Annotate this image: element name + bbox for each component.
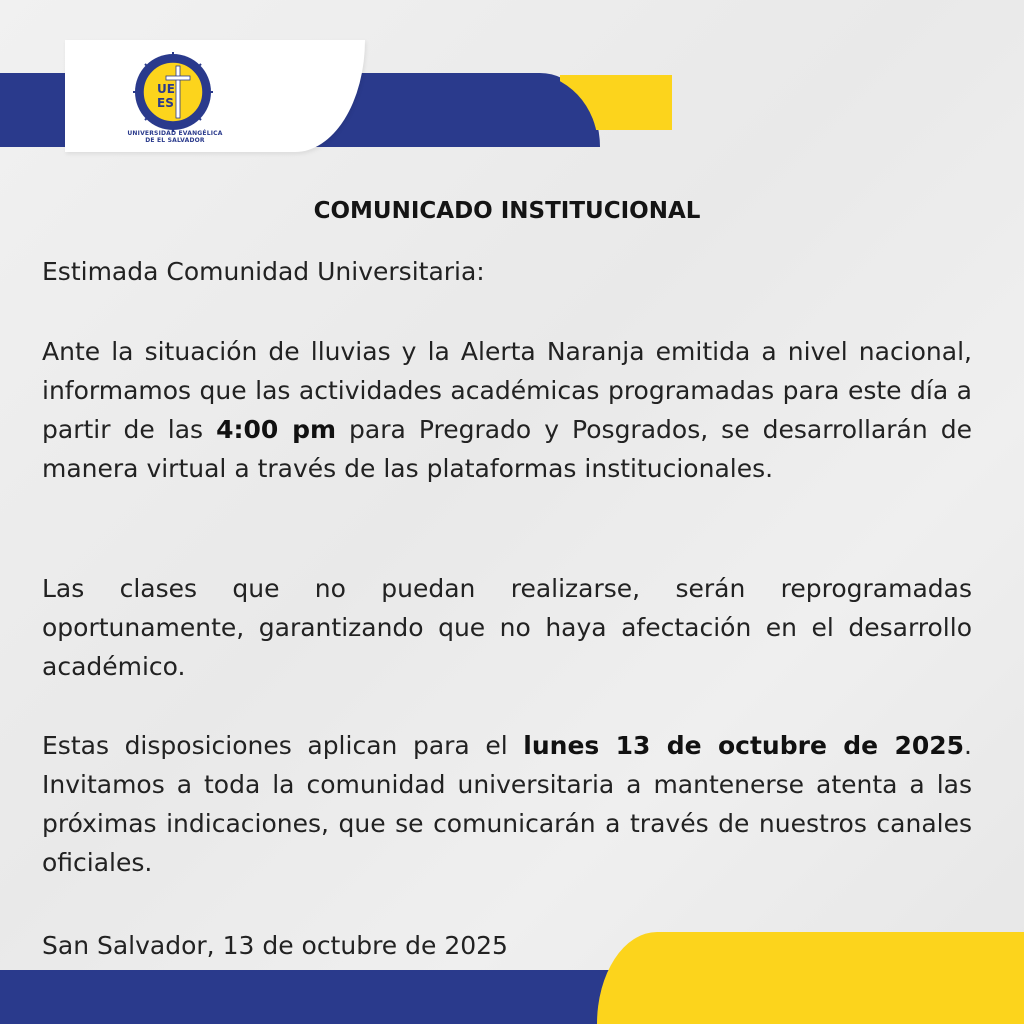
paragraph-3	[42, 726, 972, 882]
logo-org-line2: DE EL SALVADOR	[145, 137, 205, 144]
university-seal-logo	[133, 52, 213, 132]
signature-place-date: San Salvador, 13 de octubre de 2025	[42, 931, 508, 960]
paragraph-1-text-b: para Pregrado y Posgrados, se desarrollarán de manera virtual a través de las plataformas institucionales.	[42, 415, 972, 483]
paragraph-3-date: lunes 13 de octubre de 2025	[523, 731, 965, 760]
footer-yellow-band	[597, 932, 1024, 1024]
greeting: Estimada Comunidad Universitaria:	[42, 257, 485, 286]
header-blue-band-curve	[360, 73, 598, 147]
paragraph-1-time: 4:00 pm	[216, 415, 337, 444]
logo-card	[65, 40, 365, 152]
paragraph-1-text-a: Ante la situación de lluvias y la Alerta Naranja emitida a nivel nacional, informamos que las actividades académicas programadas para este día a partir de las	[42, 337, 972, 444]
paragraph-2: Las clases que no puedan realizarse, serán reprogramadas oportunamente, garantizando que no haya afectación en el desarrollo académico.	[42, 574, 972, 681]
page-title: COMUNICADO INSTITUCIONAL	[313, 198, 701, 224]
logo-monogram-bottom: ES	[157, 96, 174, 110]
paragraph-3-text-a: Estas disposiciones aplican para el	[42, 731, 524, 760]
paragraph-3-text-b: . Invitamos a toda la comunidad universitaria a mantenerse atenta a las próximas indicaciones, que se comunicarán a través de nuestros canales oficiales.	[42, 731, 972, 877]
logo-wordmark	[105, 130, 245, 144]
footer-blue-band	[0, 970, 640, 1024]
paragraph-1	[42, 332, 972, 488]
logo-org-line1: UNIVERSIDAD EVANGÉLICA	[127, 130, 223, 137]
logo-monogram-top: UE	[157, 82, 175, 96]
